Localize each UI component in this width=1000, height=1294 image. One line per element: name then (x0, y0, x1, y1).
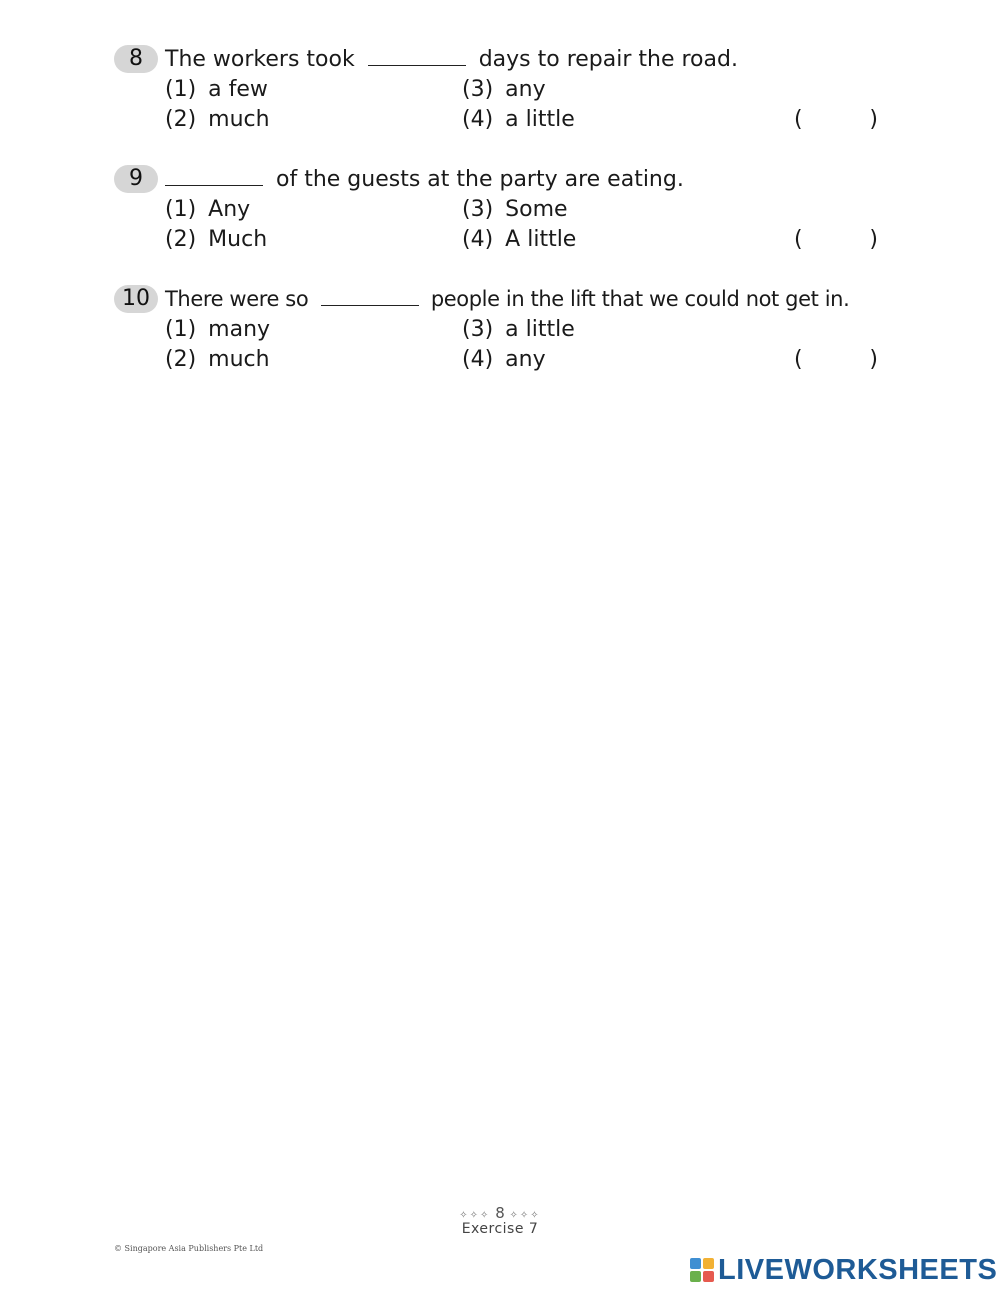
option-2 (165, 106, 270, 134)
option-3 (462, 196, 568, 224)
liveworksheets-brand[interactable] (690, 1253, 997, 1287)
option-4 (462, 346, 546, 374)
option-text: many (208, 317, 271, 342)
stem-text-before: There were so (165, 287, 309, 311)
answer-box[interactable] (794, 226, 878, 254)
stem-text-after: days to repair the road. (478, 47, 738, 72)
answer-open-paren: ( (794, 227, 803, 252)
question-10 (114, 285, 884, 385)
question-stem (165, 45, 738, 74)
option-text: much (208, 107, 270, 132)
option-3 (462, 76, 546, 104)
option-4 (462, 106, 575, 134)
option-number: (4) (462, 107, 494, 132)
stem-text-before: The workers took (165, 47, 355, 72)
question-9 (114, 165, 884, 265)
option-number: (3) (462, 77, 494, 102)
option-number: (1) (165, 77, 197, 102)
answer-close-paren: ) (869, 347, 878, 372)
question-8 (114, 45, 884, 145)
stem-text-after: people in the lift that we could not get in. (430, 287, 850, 311)
liveworksheets-logo-icon (690, 1258, 714, 1282)
option-text: any (505, 347, 546, 372)
ornament-left: ✧✧✧ (459, 1210, 491, 1221)
page-number-line (0, 1204, 1000, 1222)
answer-box[interactable] (794, 106, 878, 134)
copyright-notice: © Singapore Asia Publishers Pte Ltd (114, 1244, 264, 1253)
option-2 (165, 346, 270, 374)
logo-cell-2 (703, 1258, 714, 1269)
option-number: (2) (165, 107, 197, 132)
stem-text-after: of the guests at the party are eating. (276, 167, 684, 192)
option-text: a little (505, 107, 575, 132)
option-4 (462, 226, 576, 254)
logo-cell-4 (703, 1271, 714, 1282)
question-number-badge: 9 (114, 165, 158, 193)
option-number: (2) (165, 347, 197, 372)
option-3 (462, 316, 575, 344)
answer-open-paren: ( (794, 107, 803, 132)
option-2 (165, 226, 267, 254)
option-number: (1) (165, 197, 197, 222)
option-number: (4) (462, 227, 494, 252)
question-number-badge: 8 (114, 45, 158, 73)
answer-blank[interactable] (321, 285, 419, 306)
answer-box[interactable] (794, 346, 878, 374)
logo-cell-1 (690, 1258, 701, 1269)
answer-open-paren: ( (794, 347, 803, 372)
question-stem (165, 165, 684, 194)
ornament-right: ✧✧✧ (509, 1210, 541, 1221)
option-number: (1) (165, 317, 197, 342)
option-text: A little (505, 227, 577, 252)
option-text: any (505, 77, 546, 102)
option-number: (2) (165, 227, 197, 252)
logo-cell-3 (690, 1271, 701, 1282)
option-text: Much (208, 227, 268, 252)
option-text: Any (208, 197, 251, 222)
exercise-label: Exercise 7 (461, 1221, 539, 1237)
answer-blank[interactable] (368, 45, 466, 66)
option-number: (3) (462, 317, 494, 342)
option-text: Some (505, 197, 568, 222)
question-number-badge: 10 (114, 285, 158, 313)
page-number: 8 (495, 1204, 505, 1222)
option-1 (165, 196, 250, 224)
option-number: (4) (462, 347, 494, 372)
option-text: a little (505, 317, 575, 342)
question-stem (165, 285, 849, 313)
option-text: a few (208, 77, 268, 102)
option-number: (3) (462, 197, 494, 222)
option-1 (165, 76, 268, 104)
answer-blank[interactable] (165, 165, 263, 186)
answer-close-paren: ) (869, 227, 878, 252)
answer-close-paren: ) (869, 107, 878, 132)
option-text: much (208, 347, 270, 372)
option-1 (165, 316, 270, 344)
brand-name: LIVEWORKSHEETS (718, 1253, 998, 1286)
